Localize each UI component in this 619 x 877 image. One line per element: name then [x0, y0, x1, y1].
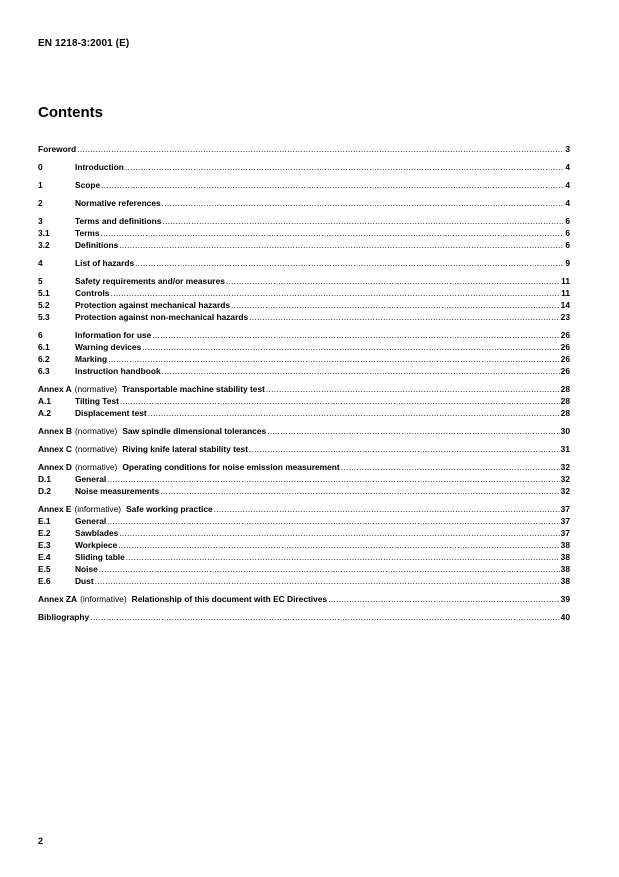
toc-entry-title: Terms	[75, 228, 100, 238]
toc-entry-page: 26	[560, 330, 570, 340]
toc-entry[interactable]	[38, 365, 570, 377]
toc-entry-page: 26	[560, 342, 570, 352]
toc-entry-page: 28	[560, 408, 570, 418]
toc-entry[interactable]	[38, 407, 570, 419]
toc-leader-dots	[328, 593, 560, 605]
toc-entry[interactable]	[38, 443, 570, 455]
toc-entry-title: Normative references	[75, 198, 161, 208]
toc-leader-dots	[148, 407, 560, 419]
toc-annex-kind: (normative)	[74, 444, 118, 454]
toc-annex-kind: (informative)	[80, 594, 127, 604]
toc-leader-dots	[107, 515, 559, 527]
toc-leader-dots	[341, 461, 560, 473]
table-of-contents	[38, 143, 570, 623]
toc-entry-title: Safety requirements and/or measures	[75, 276, 225, 286]
toc-entry[interactable]	[38, 383, 570, 395]
toc-annex-label: Annex D	[38, 462, 72, 472]
toc-leader-dots	[214, 503, 560, 515]
toc-entry-title: Sliding table	[75, 552, 125, 562]
toc-entry-page: 23	[560, 312, 570, 322]
toc-entry-page: 26	[560, 354, 570, 364]
toc-entry-page: 38	[560, 564, 570, 574]
toc-entry-title: Instruction handbook	[75, 366, 161, 376]
toc-annex-label: Annex B	[38, 426, 72, 436]
toc-entry[interactable]	[38, 287, 570, 299]
toc-leader-dots	[135, 257, 564, 269]
toc-entry-page: 4	[565, 162, 570, 172]
toc-entry-number: E.1	[38, 516, 51, 526]
toc-entry[interactable]	[38, 611, 570, 623]
toc-entry-number: D.2	[38, 486, 52, 496]
toc-entry[interactable]	[38, 485, 570, 497]
toc-leader-dots	[120, 395, 560, 407]
toc-entry-number: E.6	[38, 576, 51, 586]
toc-entry-title: Foreword	[38, 144, 77, 154]
toc-entry[interactable]	[38, 551, 570, 563]
toc-entry[interactable]	[38, 179, 570, 191]
toc-entry[interactable]	[38, 575, 570, 587]
toc-entry-title: General	[75, 516, 107, 526]
toc-entry-number: 5	[38, 276, 43, 286]
toc-entry-title: Workpiece	[75, 540, 118, 550]
toc-annex-kind: (normative)	[74, 462, 118, 472]
document-code: EN 1218-3:2001 (E)	[38, 38, 130, 49]
toc-leader-dots	[119, 527, 559, 539]
toc-entry-page: 38	[560, 552, 570, 562]
toc-entry[interactable]	[38, 515, 570, 527]
toc-entry[interactable]	[38, 239, 570, 251]
toc-entry-title: Operating conditions for noise emission measurement	[122, 462, 340, 472]
toc-entry-page: 28	[560, 396, 570, 406]
toc-annex-kind: (normative)	[74, 384, 118, 394]
toc-leader-dots	[249, 443, 560, 455]
toc-entry-number: 6.3	[38, 366, 50, 376]
toc-entry[interactable]	[38, 593, 570, 605]
toc-entry[interactable]	[38, 329, 570, 341]
toc-leader-dots	[101, 179, 564, 191]
toc-entry-number: 6	[38, 330, 43, 340]
toc-leader-dots	[126, 551, 560, 563]
toc-entry-number: 4	[38, 258, 43, 268]
toc-leader-dots	[119, 239, 564, 251]
toc-leader-dots	[160, 485, 559, 497]
toc-entry-page: 28	[560, 384, 570, 394]
toc-annex-label: Annex A	[38, 384, 72, 394]
toc-entry-page: 37	[560, 504, 570, 514]
toc-leader-dots	[152, 329, 559, 341]
toc-entry-title: Safe working practice	[126, 504, 213, 514]
toc-leader-dots	[125, 161, 564, 173]
toc-entry-page: 38	[560, 576, 570, 586]
toc-entry[interactable]	[38, 299, 570, 311]
toc-entry[interactable]	[38, 473, 570, 485]
toc-entry-page: 37	[560, 516, 570, 526]
toc-entry-page: 6	[565, 240, 570, 250]
toc-entry[interactable]	[38, 143, 570, 155]
toc-entry-number: E.5	[38, 564, 51, 574]
toc-entry[interactable]	[38, 215, 570, 227]
toc-leader-dots	[110, 287, 560, 299]
toc-entry-title: General	[75, 474, 107, 484]
toc-entry-number: 3.2	[38, 240, 50, 250]
toc-entry-page: 3	[565, 144, 570, 154]
toc-leader-dots	[108, 353, 560, 365]
toc-entry-title: Noise	[75, 564, 98, 574]
toc-leader-dots	[162, 365, 560, 377]
toc-leader-dots	[77, 143, 564, 155]
toc-entry-number: 6.1	[38, 342, 50, 352]
toc-entry[interactable]	[38, 539, 570, 551]
toc-entry[interactable]	[38, 395, 570, 407]
toc-entry-title: Protection against mechanical hazards	[75, 300, 230, 310]
toc-entry[interactable]	[38, 341, 570, 353]
toc-entry-page: 32	[560, 474, 570, 484]
toc-entry-number: 3.1	[38, 228, 50, 238]
toc-entry-title: Tilting Test	[75, 396, 119, 406]
toc-entry-title: Terms and definitions	[75, 216, 162, 226]
toc-annex-kind: (informative)	[74, 504, 122, 514]
toc-entry-page: 9	[565, 258, 570, 268]
toc-entry[interactable]	[38, 425, 570, 437]
toc-entry-page: 26	[560, 366, 570, 376]
toc-entry-title: Transportable machine stability test	[122, 384, 265, 394]
toc-entry[interactable]	[38, 527, 570, 539]
toc-entry-title: Marking	[75, 354, 108, 364]
toc-leader-dots	[101, 227, 565, 239]
toc-entry-number: A.2	[38, 408, 52, 418]
toc-entry-number: 1	[38, 180, 43, 190]
toc-leader-dots	[95, 575, 560, 587]
toc-entry-title: List of hazards	[75, 258, 135, 268]
toc-entry-title: Protection against non-mechanical hazards	[75, 312, 249, 322]
toc-entry-page: 11	[561, 288, 570, 298]
toc-entry[interactable]	[38, 461, 570, 473]
toc-entry-title: Saw spindle dimensional tolerances	[122, 426, 267, 436]
toc-leader-dots	[90, 611, 559, 623]
toc-entry-page: 32	[560, 462, 570, 472]
toc-entry-page: 39	[560, 594, 570, 604]
toc-entry-page: 11	[561, 276, 570, 286]
toc-entry-page: 4	[565, 198, 570, 208]
toc-entry-number: 5.1	[38, 288, 50, 298]
toc-entry-title: Warning devices	[75, 342, 142, 352]
toc-leader-dots	[266, 383, 560, 395]
toc-entry-title: Introduction	[75, 162, 124, 172]
toc-entry-number: 5.3	[38, 312, 50, 322]
toc-leader-dots	[226, 275, 560, 287]
toc-leader-dots	[107, 473, 559, 485]
toc-leader-dots	[231, 299, 560, 311]
toc-entry-page: 32	[560, 486, 570, 496]
toc-entry-title: Riving knife lateral stability test	[122, 444, 249, 454]
toc-entry[interactable]	[38, 161, 570, 173]
toc-entry-title: Dust	[75, 576, 94, 586]
toc-entry-page: 40	[560, 612, 570, 622]
toc-annex-label: Annex E	[38, 504, 72, 514]
toc-entry-page: 6	[565, 228, 570, 238]
toc-entry-page: 6	[565, 216, 570, 226]
toc-entry-number: 3	[38, 216, 43, 226]
toc-entry-page: 31	[560, 444, 570, 454]
toc-entry-number: E.3	[38, 540, 51, 550]
toc-entry-title: Displacement test	[75, 408, 147, 418]
toc-entry-title: Information for use	[75, 330, 152, 340]
toc-entry-title: Relationship of this document with EC Directives	[131, 594, 328, 604]
toc-entry-page: 37	[560, 528, 570, 538]
toc-entry[interactable]	[38, 197, 570, 209]
toc-entry-page: 14	[560, 300, 570, 310]
toc-leader-dots	[162, 215, 564, 227]
page-title: Contents	[38, 104, 103, 121]
toc-entry-number: D.1	[38, 474, 52, 484]
toc-leader-dots	[162, 197, 565, 209]
toc-entry[interactable]	[38, 563, 570, 575]
toc-entry-title: Definitions	[75, 240, 119, 250]
toc-entry[interactable]	[38, 257, 570, 269]
toc-entry-title: Noise measurements	[75, 486, 160, 496]
toc-entry-title: Controls	[75, 288, 110, 298]
toc-annex-label: Annex C	[38, 444, 72, 454]
toc-entry[interactable]	[38, 311, 570, 323]
toc-entry-number: 6.2	[38, 354, 50, 364]
toc-entry-title: Bibliography	[38, 612, 90, 622]
toc-leader-dots	[267, 425, 560, 437]
toc-entry-title: Scope	[75, 180, 101, 190]
toc-annex-kind: (normative)	[74, 426, 118, 436]
toc-entry-page: 4	[565, 180, 570, 190]
toc-entry-number: E.4	[38, 552, 51, 562]
toc-entry-page: 30	[560, 426, 570, 436]
toc-leader-dots	[118, 539, 559, 551]
toc-entry[interactable]	[38, 275, 570, 287]
toc-leader-dots	[249, 311, 560, 323]
toc-entry-number: 0	[38, 162, 43, 172]
toc-entry-number: 2	[38, 198, 43, 208]
toc-entry-title: Sawblades	[75, 528, 119, 538]
toc-entry-number: A.1	[38, 396, 52, 406]
toc-leader-dots	[99, 563, 560, 575]
page-number: 2	[38, 836, 44, 846]
toc-entry[interactable]	[38, 503, 570, 515]
toc-entry[interactable]	[38, 353, 570, 365]
toc-annex-label: Annex ZA	[38, 594, 78, 604]
toc-entry[interactable]	[38, 227, 570, 239]
toc-entry-number: E.2	[38, 528, 51, 538]
toc-entry-page: 38	[560, 540, 570, 550]
toc-leader-dots	[142, 341, 559, 353]
toc-entry-number: 5.2	[38, 300, 50, 310]
